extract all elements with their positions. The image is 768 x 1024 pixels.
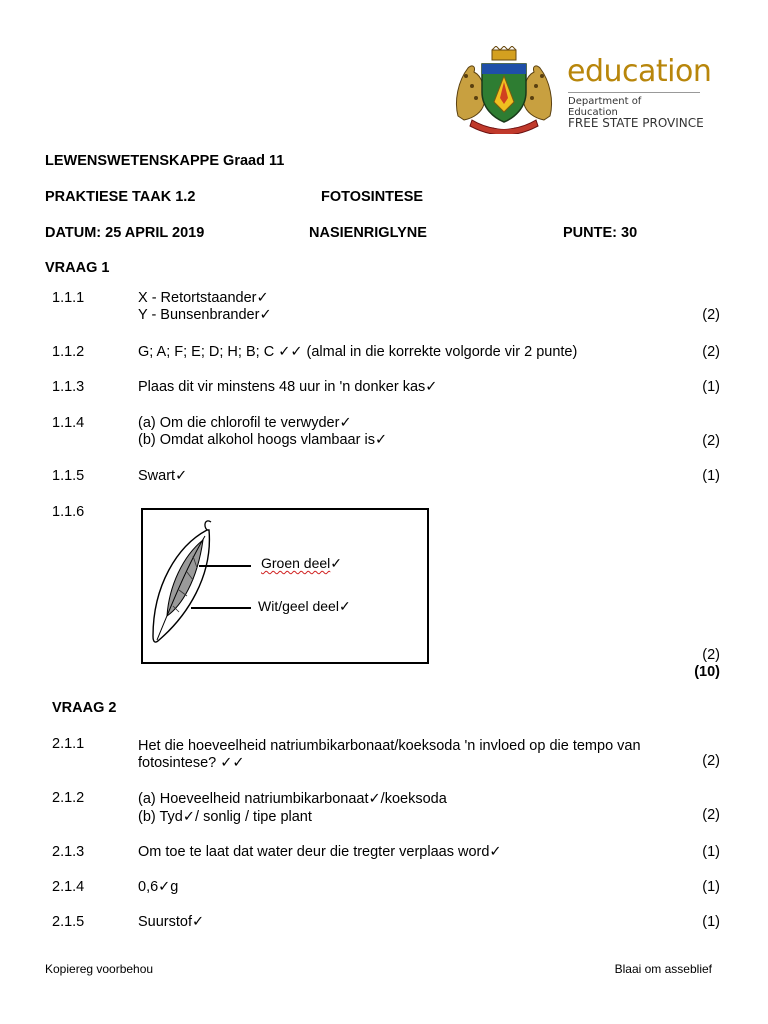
item-number: 1.1.5	[52, 468, 85, 484]
mark-allocation: (2)	[702, 647, 720, 663]
item-number: 2.1.1	[52, 736, 85, 752]
item-number: 2.1.4	[52, 879, 85, 895]
logo-wordmark: education	[567, 54, 712, 89]
subject-title: LEWENSWETENSKAPPE Graad 11	[45, 153, 285, 169]
answer-line: Om toe te laat dat water deur die tregter verplaas word✓	[138, 844, 502, 860]
answer-line: 0,6✓g	[138, 879, 179, 895]
topic-title: FOTOSINTESE	[321, 189, 424, 205]
answer-line: Het die hoeveelheid natriumbikarbonaat/koeksoda 'n invloed op die tempo van	[138, 738, 641, 754]
answer-line: fotosintese? ✓✓	[138, 755, 245, 771]
date-line: DATUM: 25 APRIL 2019	[45, 225, 205, 241]
answer-line: Plaas dit vir minstens 48 uur in 'n donker kas✓	[138, 379, 438, 395]
item-number: 1.1.1	[52, 290, 85, 306]
item-number: 1.1.6	[52, 504, 85, 520]
green-part-label: Groen deel✓	[261, 555, 343, 571]
mark-allocation: (2)	[702, 344, 720, 360]
item-number: 1.1.4	[52, 415, 85, 431]
question-2-heading: VRAAG 2	[52, 700, 117, 716]
answer-line: (a) Om die chlorofil te verwyder✓	[138, 415, 352, 431]
leaf-icon	[147, 516, 257, 656]
white-part-label: Wit/geel deel✓	[258, 598, 351, 614]
doc-type: NASIENRIGLYNE	[309, 225, 427, 241]
question-1-total: (10)	[694, 664, 720, 680]
mark-allocation: (2)	[702, 753, 720, 769]
mark-allocation: (2)	[702, 807, 720, 823]
mark-allocation: (2)	[702, 433, 720, 449]
logo-province-line: FREE STATE PROVINCE	[568, 116, 704, 130]
mark-allocation: (1)	[702, 379, 720, 395]
logo-education-line: Education	[568, 107, 618, 118]
answer-line: G; A; F; E; D; H; B; C ✓✓ (almal in die korrekte volgorde vir 2 punte)	[138, 344, 578, 360]
question-1-heading: VRAAG 1	[45, 260, 110, 276]
answer-line: (b) Tyd✓/ sonlig / tipe plant	[138, 809, 312, 825]
total-marks: PUNTE: 30	[563, 225, 638, 241]
item-number: 2.1.2	[52, 790, 85, 806]
answer-line: Suurstof✓	[138, 914, 205, 930]
department-logo	[452, 46, 712, 134]
item-number: 2.1.5	[52, 914, 85, 930]
pointer-line-white	[191, 607, 251, 609]
answer-line: Y - Bunsenbrander✓	[138, 307, 272, 323]
mark-allocation: (1)	[702, 879, 720, 895]
mark-allocation: (1)	[702, 914, 720, 930]
leaf-diagram	[141, 508, 429, 664]
answer-line: (a) Hoeveelheid natriumbikarbonaat✓/koeksoda	[138, 791, 447, 807]
answer-line: (b) Omdat alkohol hoogs vlambaar is✓	[138, 432, 388, 448]
pointer-line-green	[199, 565, 251, 567]
task-title: PRAKTIESE TAAK 1.2	[45, 189, 196, 205]
answer-line: Swart✓	[138, 468, 188, 484]
footer-turn-page: Blaai om asseblief	[614, 962, 712, 976]
item-number: 2.1.3	[52, 844, 85, 860]
mark-allocation: (1)	[702, 468, 720, 484]
mark-allocation: (1)	[702, 844, 720, 860]
coat-of-arms-icon	[452, 46, 556, 134]
item-number: 1.1.2	[52, 344, 85, 360]
answer-line: X - Retortstaander✓	[138, 290, 269, 306]
logo-department-line: Department of	[568, 96, 642, 107]
item-number: 1.1.3	[52, 379, 85, 395]
logo-divider	[568, 92, 700, 93]
footer-copyright: Kopiereg voorbehou	[45, 962, 154, 976]
mark-allocation: (2)	[702, 307, 720, 323]
